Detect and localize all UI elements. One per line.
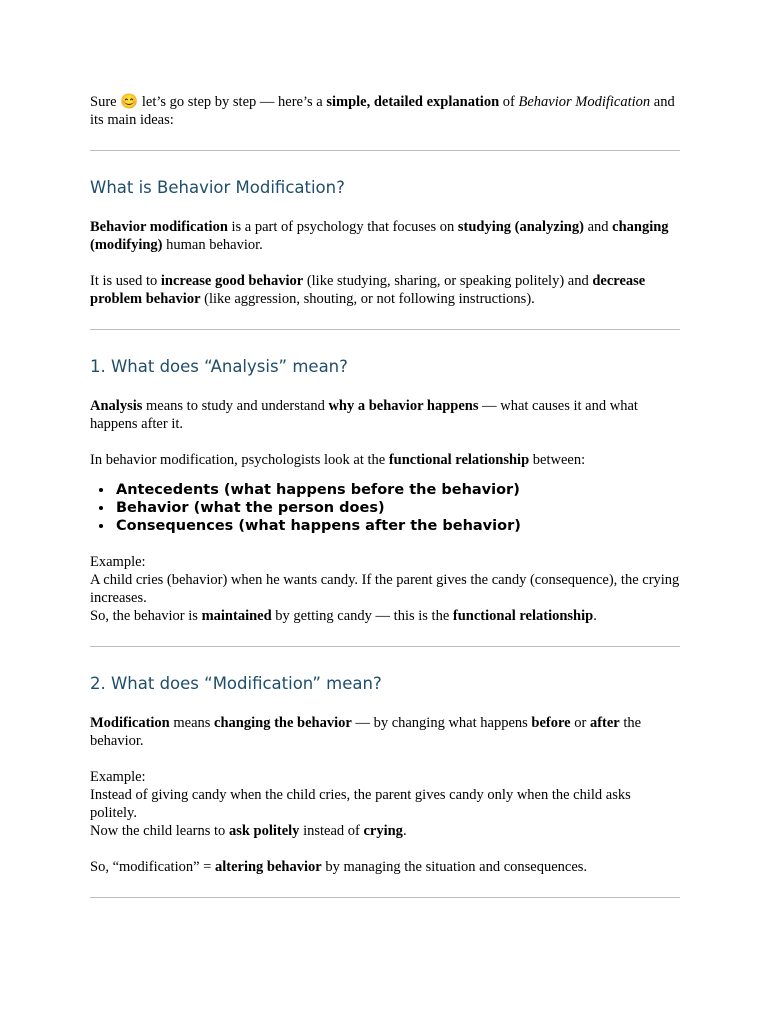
divider: [90, 897, 680, 898]
list-item: • Consequences (what happens after the behavior): [114, 517, 680, 535]
purpose-paragraph: It is used to increase good behavior (like studying, sharing, or speaking politely) and decrease problem behavior (like aggression, shouting, or not following instructions).: [90, 273, 646, 307]
list-item: • Behavior (what the person does): [114, 499, 680, 517]
heading-modification: 2. What does “Modification” mean?: [90, 674, 382, 693]
example-conclusion: Now the child learns to ask politely instead of crying.: [90, 823, 407, 839]
modification-summary: So, “modification” = altering behavior by managing the situation and consequences.: [90, 859, 588, 875]
divider: [90, 646, 680, 647]
example-text: A child cries (behavior) when he wants candy. If the parent gives the candy (consequence), the crying increases.: [90, 572, 680, 606]
intro-paragraph: Sure 😊 let’s go step by step — here’s a simple, detailed explanation of Behavior Modification and its main ideas:: [90, 94, 675, 128]
example-conclusion: So, the behavior is maintained by getting candy — this is the functional relationship.: [90, 608, 597, 624]
divider: [90, 329, 680, 330]
example-label: Example:: [90, 554, 146, 570]
divider: [90, 150, 680, 151]
heading-what-is: What is Behavior Modification?: [90, 178, 345, 197]
abc-bullet-list: [90, 481, 680, 535]
analysis-paragraph: Analysis means to study and understand why a behavior happens — what causes it and what happens after it.: [90, 398, 638, 432]
functional-relationship-paragraph: In behavior modification, psychologists look at the functional relationship between:: [90, 452, 586, 468]
definition-paragraph: Behavior modification is a part of psychology that focuses on studying (analyzing) and changing (modifying) human behavior.: [90, 219, 669, 253]
heading-analysis: 1. What does “Analysis” mean?: [90, 357, 348, 376]
example-text: Instead of giving candy when the child cries, the parent gives candy only when the child asks politely.: [90, 787, 631, 821]
example-label: Example:: [90, 769, 146, 785]
modification-paragraph: Modification means changing the behavior — by changing what happens before or after the behavior.: [90, 715, 642, 749]
document-content: [90, 93, 680, 898]
list-item: • Antecedents (what happens before the behavior): [114, 481, 680, 499]
